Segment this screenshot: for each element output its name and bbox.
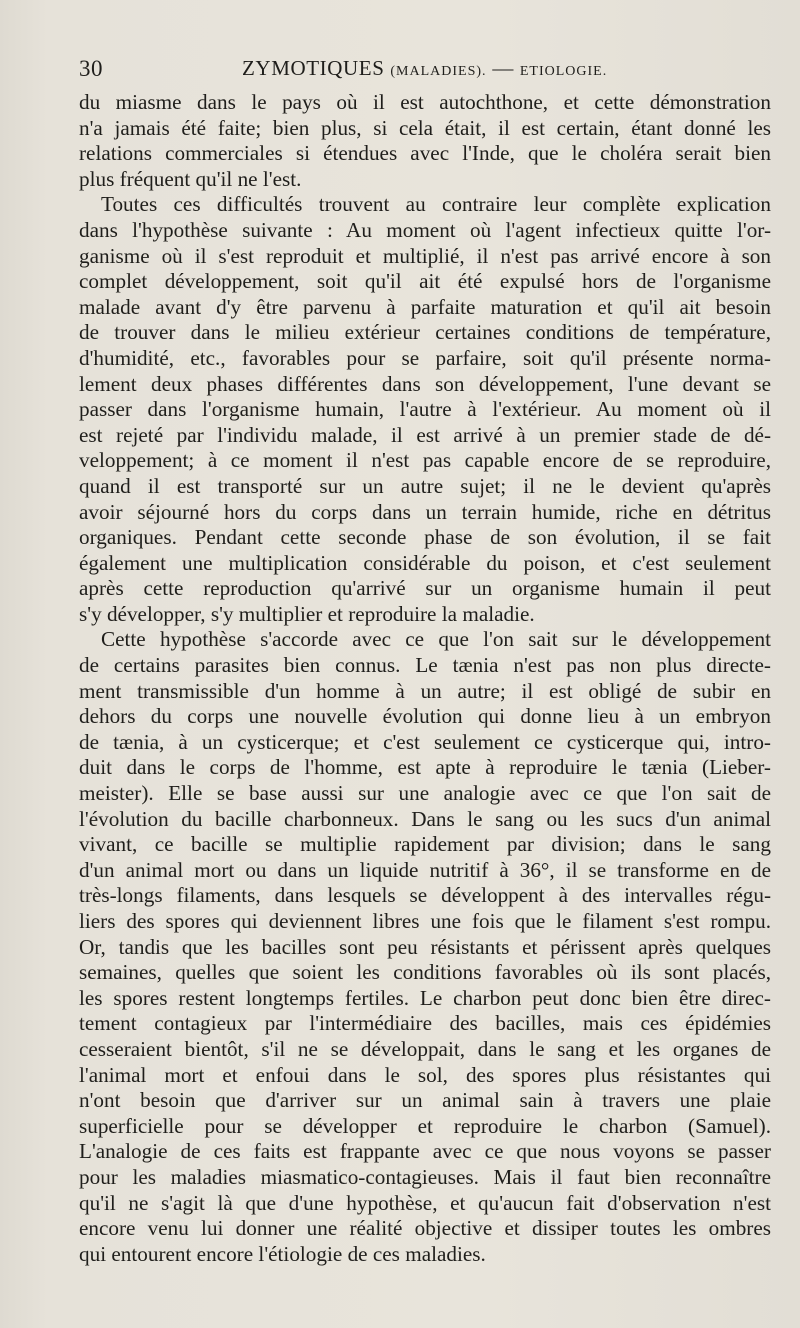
text-line: Or, tandis que les bacilles sont peu résistants et périssent après quelques <box>79 934 771 959</box>
running-head-separator: — <box>492 56 514 80</box>
text-line: meister). Elle se base aussi sur une analogie avec ce que l'on sait de <box>79 781 771 806</box>
text-line: également une multiplication considérable du poison, et c'est seulement <box>79 550 771 575</box>
body-text <box>79 90 771 1267</box>
text-line: liers des spores qui deviennent libres une fois que le filament s'est rompu. <box>79 909 771 933</box>
text-line: de tænia, à un cysticerque; et c'est seulement ce cysticerque qui, intro- <box>79 729 771 754</box>
text-line: s'y développer, s'y multiplier et reproduire la maladie. <box>79 601 535 626</box>
text-line: superficielle pour se développer et reproduire le charbon (Samuel). <box>79 1113 771 1138</box>
running-head-qualifier: (MALADIES). <box>390 64 487 79</box>
text-line: avoir séjourné hors du corps dans un terrain humide, riche en détritus <box>79 499 771 524</box>
text-line: dans l'hypothèse suivante : Au moment où l'agent infectieux quitte l'or- <box>79 217 771 242</box>
text-line: d'un animal mort ou dans un liquide nutritif à 36°, il se transforme en de <box>79 857 771 882</box>
text-line: complet développement, soit qu'il ait été expulsé hors de l'organisme <box>79 269 771 294</box>
text-line: du miasme dans le pays où il est autochthone, et cette démonstration <box>79 90 771 114</box>
text-line: est rejeté par l'individu malade, il est arrivé à un premier stade de dé- <box>79 422 771 447</box>
text-line: qui entourent encore l'étiologie de ces maladies. <box>79 1241 486 1266</box>
text-line: plus fréquent qu'il ne l'est. <box>79 166 302 191</box>
text-line: les spores restent longtemps fertiles. Le charbon peut donc bien être direc- <box>79 985 771 1010</box>
text-line: malade avant d'y être parvenu à parfaite maturation et qu'il ait besoin <box>79 294 771 319</box>
text-line: quand il est transporté sur un autre sujet; il ne le devient qu'après <box>79 473 771 498</box>
text-line: d'humidité, etc., favorables pour se parfaire, soit qu'il présente norma- <box>79 345 771 370</box>
text-line: qu'il ne s'agit là que d'une hypothèse, et qu'aucun fait d'observation n'est <box>79 1190 771 1215</box>
text-line: vivant, ce bacille se multiplie rapidement par division; dans le sang <box>79 832 771 857</box>
text-line: passer dans l'organisme humain, l'autre à l'extérieur. Au moment où il <box>79 397 771 422</box>
text-line: duit dans le corps de l'homme, est apte à reproduire le tænia (Lieber- <box>79 755 771 780</box>
page-number: 30 <box>79 56 103 81</box>
text-line: l'évolution du bacille charbonneux. Dans le sang ou les sucs d'un animal <box>79 806 771 831</box>
text-line: l'animal mort et enfoui dans le sol, des spores plus résistantes qui <box>79 1062 771 1087</box>
text-line: après cette reproduction qu'arrivé sur un organisme humain il peut <box>79 576 771 601</box>
text-line: ganisme où il s'est reproduit et multiplié, il n'est pas arrivé encore à son <box>79 243 771 268</box>
text-line: n'a jamais été faite; bien plus, si cela était, il est certain, étant donné les <box>79 115 771 140</box>
paragraph-start-line: Toutes ces difficultés trouvent au contraire leur complète explication <box>101 192 771 217</box>
text-line: relations commerciales si étendues avec l'Inde, que le choléra serait bien <box>79 141 771 166</box>
text-line: de trouver dans le milieu extérieur certaines conditions de température, <box>79 320 771 345</box>
text-line: encore venu lui donner une réalité objective et dissiper toutes les ombres <box>79 1216 771 1241</box>
running-head-section: ETIOLOGIE. <box>519 64 608 79</box>
text-line: L'analogie de ces faits est frappante avec ce que nous voyons se passer <box>79 1139 771 1164</box>
text-line: cesseraient bientôt, s'il ne se développait, dans le sang et les organes de <box>79 1036 771 1061</box>
running-head <box>242 56 607 81</box>
running-head-title: ZYMOTIQUES <box>242 56 385 80</box>
text-line: semaines, quelles que soient les conditions favorables où ils sont placés, <box>79 960 771 985</box>
text-line: pour les maladies miasmatico-contagieuses. Mais il faut bien reconnaître <box>79 1164 771 1189</box>
text-line: de certains parasites bien connus. Le tænia n'est pas non plus directe- <box>79 653 771 678</box>
text-line: organiques. Pendant cette seconde phase de son évolution, il se fait <box>79 525 771 550</box>
text-line: lement deux phases différentes dans son développement, l'une devant se <box>79 371 771 396</box>
text-line: très-longs filaments, dans lesquels se développent à des intervalles régu- <box>79 883 771 908</box>
text-line: veloppement; à ce moment il n'est pas capable encore de se reproduire, <box>79 448 771 473</box>
text-line: tement contagieux par l'intermédiaire des bacilles, mais ces épidémies <box>79 1011 771 1036</box>
page-header <box>79 56 724 86</box>
paragraph-start-line: Cette hypothèse s'accorde avec ce que l'on sait sur le développement <box>101 627 771 652</box>
text-line: ment transmissible d'un homme à un autre; il est obligé de subir en <box>79 678 771 703</box>
text-line: dehors du corps une nouvelle évolution qui donne lieu à un embryon <box>79 704 771 729</box>
text-line: n'ont besoin que d'arriver sur un animal sain à travers une plaie <box>79 1088 771 1113</box>
